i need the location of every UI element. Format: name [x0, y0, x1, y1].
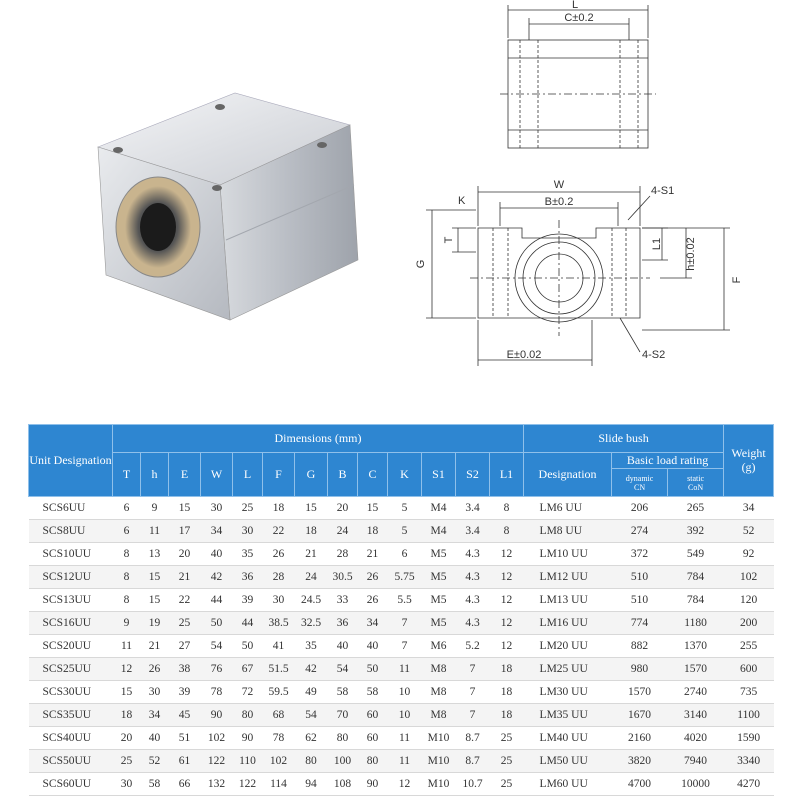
table-cell: 1370	[668, 635, 724, 658]
table-cell: 5	[388, 520, 422, 543]
table-cell: 392	[668, 520, 724, 543]
header-dim-K: K	[388, 453, 422, 497]
table-cell: 1590	[724, 727, 774, 750]
bush-designation-cell: LM40 UU	[524, 727, 612, 750]
table-cell: 882	[612, 635, 668, 658]
table-cell: 51	[169, 727, 201, 750]
table-cell: 60	[358, 704, 388, 727]
table-cell: M5	[422, 589, 456, 612]
table-cell: M6	[422, 635, 456, 658]
table-cell: 8	[113, 566, 141, 589]
header-dim-L1: L1	[490, 453, 524, 497]
unit-designation-cell: SCS6UU	[29, 497, 113, 520]
table-cell: 27	[169, 635, 201, 658]
table-cell: 80	[295, 750, 328, 773]
header-static-label: static	[687, 473, 704, 483]
table-cell: 12	[490, 612, 524, 635]
table-cell: 5.5	[388, 589, 422, 612]
table-cell: 92	[724, 543, 774, 566]
table-cell: 20	[169, 543, 201, 566]
table-cell: 66	[169, 773, 201, 796]
table-cell: 25	[113, 750, 141, 773]
table-cell: 7	[388, 635, 422, 658]
table-row	[29, 681, 774, 704]
table-cell: 39	[169, 681, 201, 704]
table-cell: 22	[169, 589, 201, 612]
table-cell: 50	[358, 658, 388, 681]
unit-designation-cell: SCS8UU	[29, 520, 113, 543]
table-cell: 90	[233, 727, 263, 750]
header-dim-T: T	[113, 453, 141, 497]
table-cell: 68	[263, 704, 295, 727]
table-cell: 58	[328, 681, 358, 704]
header-dim-G: G	[295, 453, 328, 497]
table-cell: 62	[295, 727, 328, 750]
table-cell: 102	[724, 566, 774, 589]
table-row	[29, 635, 774, 658]
table-cell: 255	[724, 635, 774, 658]
table-cell: 12	[490, 589, 524, 612]
unit-designation-cell: SCS10UU	[29, 543, 113, 566]
table-cell: 54	[295, 704, 328, 727]
header-dim-h: h	[141, 453, 169, 497]
header-static	[668, 469, 724, 497]
table-cell: 38.5	[263, 612, 295, 635]
table-cell: 11	[388, 658, 422, 681]
table-cell: M4	[422, 520, 456, 543]
label-L: L	[571, 0, 579, 11]
table-row	[29, 520, 774, 543]
label-B: B±0.2	[544, 196, 574, 208]
table-row	[29, 704, 774, 727]
table-cell: 20	[113, 727, 141, 750]
table-cell: 40	[358, 635, 388, 658]
table-cell: 51.5	[263, 658, 295, 681]
table-cell: M10	[422, 750, 456, 773]
table-cell: 274	[612, 520, 668, 543]
table-cell: 35	[295, 635, 328, 658]
table-cell: M5	[422, 566, 456, 589]
table-cell: 21	[141, 635, 169, 658]
table-cell: 5.2	[456, 635, 490, 658]
table-cell: 13	[141, 543, 169, 566]
table-cell: 10	[388, 681, 422, 704]
table-cell: 33	[328, 589, 358, 612]
table-row	[29, 566, 774, 589]
table-cell: 1180	[668, 612, 724, 635]
table-cell: 21	[358, 543, 388, 566]
table-cell: 26	[141, 658, 169, 681]
table-cell: 40	[201, 543, 233, 566]
table-cell: 4.3	[456, 543, 490, 566]
table-cell: 36	[328, 612, 358, 635]
table-cell: 110	[233, 750, 263, 773]
table-cell: 108	[328, 773, 358, 796]
table-cell: 72	[233, 681, 263, 704]
table-cell: M4	[422, 497, 456, 520]
table-cell: 510	[612, 566, 668, 589]
table-cell: 50	[233, 635, 263, 658]
table-cell: 25	[490, 727, 524, 750]
table-cell: M8	[422, 704, 456, 727]
table-cell: 600	[724, 658, 774, 681]
label-4S1: 4-S1	[651, 185, 675, 197]
table-row	[29, 750, 774, 773]
table-cell: 67	[233, 658, 263, 681]
table-cell: 8	[113, 543, 141, 566]
table-cell: 18	[490, 704, 524, 727]
header-basic-load-rating: Basic load rating	[612, 453, 724, 469]
table-cell: 90	[358, 773, 388, 796]
table-cell: 34	[358, 612, 388, 635]
header-dim-S2: S2	[456, 453, 490, 497]
table-cell: 6	[388, 543, 422, 566]
table-cell: 30	[113, 773, 141, 796]
table-cell: 78	[201, 681, 233, 704]
table-cell: 12	[113, 658, 141, 681]
table-row	[29, 658, 774, 681]
table-cell: 7	[456, 681, 490, 704]
table-cell: 39	[233, 589, 263, 612]
table-row	[29, 773, 774, 796]
table-cell: 4020	[668, 727, 724, 750]
table-row	[29, 589, 774, 612]
label-G: G	[415, 259, 427, 269]
table-cell: 8.7	[456, 750, 490, 773]
bush-designation-cell: LM8 UU	[524, 520, 612, 543]
table-cell: 7940	[668, 750, 724, 773]
label-E: E±0.02	[506, 349, 542, 361]
table-cell: 9	[141, 497, 169, 520]
table-cell: 59.5	[263, 681, 295, 704]
table-cell: 102	[201, 727, 233, 750]
table-cell: 9	[113, 612, 141, 635]
header-unit-designation: Unit Designation	[29, 425, 113, 497]
table-cell: 22	[263, 520, 295, 543]
label-C: C±0.2	[564, 12, 594, 24]
table-cell: 30	[233, 520, 263, 543]
table-cell: 12	[490, 566, 524, 589]
header-slide-bush: Slide bush	[524, 425, 724, 453]
header-dim-F: F	[263, 453, 295, 497]
table-cell: 26	[358, 589, 388, 612]
label-4S2: 4-S2	[642, 349, 666, 361]
table-cell: 30	[201, 497, 233, 520]
table-cell: 265	[668, 497, 724, 520]
unit-designation-cell: SCS60UU	[29, 773, 113, 796]
table-cell: 980	[612, 658, 668, 681]
unit-designation-cell: SCS50UU	[29, 750, 113, 773]
table-cell: 4.3	[456, 566, 490, 589]
table-cell: 52	[724, 520, 774, 543]
spec-table	[28, 424, 774, 796]
table-cell: 1670	[612, 704, 668, 727]
unit-designation-cell: SCS30UU	[29, 681, 113, 704]
table-cell: 54	[328, 658, 358, 681]
table-cell: 5.75	[388, 566, 422, 589]
table-cell: 735	[724, 681, 774, 704]
table-cell: 784	[668, 566, 724, 589]
table-cell: 21	[169, 566, 201, 589]
header-dim-C: C	[358, 453, 388, 497]
header-dynamic	[612, 469, 668, 497]
table-cell: 3340	[724, 750, 774, 773]
table-cell: 18	[490, 658, 524, 681]
header-weight: Weight (g)	[724, 425, 774, 497]
table-cell: 42	[201, 566, 233, 589]
bush-designation-cell: LM12 UU	[524, 566, 612, 589]
table-cell: 94	[295, 773, 328, 796]
table-cell: 42	[295, 658, 328, 681]
table-cell: 122	[201, 750, 233, 773]
table-cell: 18	[358, 520, 388, 543]
bush-designation-cell: LM10 UU	[524, 543, 612, 566]
table-cell: 26	[358, 566, 388, 589]
table-cell: 4.3	[456, 612, 490, 635]
table-cell: 549	[668, 543, 724, 566]
table-cell: 21	[295, 543, 328, 566]
table-cell: 11	[388, 727, 422, 750]
table-cell: 15	[113, 681, 141, 704]
table-cell: 26	[263, 543, 295, 566]
table-cell: 11	[141, 520, 169, 543]
bush-designation-cell: LM60 UU	[524, 773, 612, 796]
table-cell: 35	[233, 543, 263, 566]
unit-designation-cell: SCS16UU	[29, 612, 113, 635]
table-cell: 12	[490, 635, 524, 658]
table-cell: 7	[388, 612, 422, 635]
table-cell: 50	[201, 612, 233, 635]
unit-designation-cell: SCS12UU	[29, 566, 113, 589]
table-cell: 54	[201, 635, 233, 658]
table-cell: 20	[328, 497, 358, 520]
table-cell: 784	[668, 589, 724, 612]
table-cell: 7	[456, 704, 490, 727]
table-cell: 10	[388, 704, 422, 727]
unit-designation-cell: SCS25UU	[29, 658, 113, 681]
label-T: T	[443, 236, 455, 244]
table-cell: 28	[328, 543, 358, 566]
bush-designation-cell: LM20 UU	[524, 635, 612, 658]
table-cell: 58	[358, 681, 388, 704]
table-cell: 774	[612, 612, 668, 635]
bush-designation-cell: LM50 UU	[524, 750, 612, 773]
table-row	[29, 727, 774, 750]
bush-designation-cell: LM25 UU	[524, 658, 612, 681]
table-cell: M10	[422, 773, 456, 796]
table-row	[29, 612, 774, 635]
table-cell: 8	[490, 520, 524, 543]
table-cell: 12	[490, 543, 524, 566]
table-cell: 120	[724, 589, 774, 612]
table-cell: 80	[328, 727, 358, 750]
header-dim-S1: S1	[422, 453, 456, 497]
table-cell: 24	[328, 520, 358, 543]
table-cell: 38	[169, 658, 201, 681]
table-cell: 78	[263, 727, 295, 750]
table-cell: 372	[612, 543, 668, 566]
table-cell: 32.5	[295, 612, 328, 635]
table-cell: 6	[113, 520, 141, 543]
unit-designation-cell: SCS40UU	[29, 727, 113, 750]
table-cell: 41	[263, 635, 295, 658]
table-cell: 30	[263, 589, 295, 612]
table-cell: 15	[169, 497, 201, 520]
header-dim-W: W	[201, 453, 233, 497]
label-W: W	[553, 179, 565, 191]
bush-designation-cell: LM30 UU	[524, 681, 612, 704]
table-cell: 15	[141, 589, 169, 612]
table-cell: 36	[233, 566, 263, 589]
table-cell: 17	[169, 520, 201, 543]
table-cell: 70	[328, 704, 358, 727]
table-cell: 19	[141, 612, 169, 635]
table-cell: 510	[612, 589, 668, 612]
table-cell: 61	[169, 750, 201, 773]
table-cell: 52	[141, 750, 169, 773]
table-cell: 8.7	[456, 727, 490, 750]
table-cell: 34	[724, 497, 774, 520]
label-L1: L1	[651, 237, 663, 251]
table-cell: 4270	[724, 773, 774, 796]
header-dimensions: Dimensions (mm)	[113, 425, 524, 453]
table-cell: 114	[263, 773, 295, 796]
table-cell: M8	[422, 658, 456, 681]
table-cell: 122	[233, 773, 263, 796]
table-cell: 8	[490, 497, 524, 520]
header-dynamic-unit: CN	[633, 482, 646, 492]
table-cell: M10	[422, 727, 456, 750]
table-cell: 45	[169, 704, 201, 727]
header-dynamic-label: dynamic	[625, 473, 654, 483]
table-cell: 30.5	[328, 566, 358, 589]
table-cell: 102	[263, 750, 295, 773]
table-cell: 3140	[668, 704, 724, 727]
header-designation: Designation	[524, 453, 612, 497]
table-cell: M5	[422, 612, 456, 635]
table-cell: 34	[201, 520, 233, 543]
table-cell: 25	[490, 750, 524, 773]
table-cell: 80	[233, 704, 263, 727]
table-cell: 11	[113, 635, 141, 658]
table-cell: 206	[612, 497, 668, 520]
label-K: K	[458, 195, 466, 207]
table-cell: 4700	[612, 773, 668, 796]
table-cell: 1100	[724, 704, 774, 727]
table-cell: M5	[422, 543, 456, 566]
table-row	[29, 543, 774, 566]
table-cell: 90	[201, 704, 233, 727]
table-cell: 3.4	[456, 520, 490, 543]
header-dim-L: L	[233, 453, 263, 497]
table-cell: 1570	[612, 681, 668, 704]
bush-designation-cell: LM13 UU	[524, 589, 612, 612]
bush-designation-cell: LM16 UU	[524, 612, 612, 635]
table-cell: 28	[263, 566, 295, 589]
table-cell: 5	[388, 497, 422, 520]
table-cell: 15	[358, 497, 388, 520]
table-cell: 1570	[668, 658, 724, 681]
table-cell: 10000	[668, 773, 724, 796]
table-cell: 18	[295, 520, 328, 543]
table-cell: 25	[490, 773, 524, 796]
table-cell: 7	[456, 658, 490, 681]
table-cell: 25	[169, 612, 201, 635]
table-cell: 80	[358, 750, 388, 773]
unit-designation-cell: SCS13UU	[29, 589, 113, 612]
table-cell: 24.5	[295, 589, 328, 612]
table-cell: 30	[141, 681, 169, 704]
table-cell: 15	[141, 566, 169, 589]
table-cell: 132	[201, 773, 233, 796]
bush-designation-cell: LM6 UU	[524, 497, 612, 520]
table-cell: 76	[201, 658, 233, 681]
table-cell: 12	[388, 773, 422, 796]
table-cell: 2740	[668, 681, 724, 704]
table-cell: 18	[490, 681, 524, 704]
bush-designation-cell: LM35 UU	[524, 704, 612, 727]
table-row	[29, 497, 774, 520]
table-cell: 6	[113, 497, 141, 520]
table-cell: 8	[113, 589, 141, 612]
table-cell: M8	[422, 681, 456, 704]
table-cell: 18	[263, 497, 295, 520]
label-h: h±0.02	[685, 237, 697, 271]
table-cell: 44	[233, 612, 263, 635]
table-cell: 15	[295, 497, 328, 520]
table-cell: 40	[328, 635, 358, 658]
table-cell: 11	[388, 750, 422, 773]
header-dim-E: E	[169, 453, 201, 497]
table-cell: 100	[328, 750, 358, 773]
unit-designation-cell: SCS20UU	[29, 635, 113, 658]
table-cell: 24	[295, 566, 328, 589]
table-cell: 44	[201, 589, 233, 612]
table-cell: 10.7	[456, 773, 490, 796]
spec-table-body	[29, 497, 774, 796]
table-cell: 3.4	[456, 497, 490, 520]
table-cell: 58	[141, 773, 169, 796]
table-cell: 4.3	[456, 589, 490, 612]
table-cell: 40	[141, 727, 169, 750]
table-cell: 25	[233, 497, 263, 520]
table-cell: 3820	[612, 750, 668, 773]
header-static-unit: CoN	[687, 482, 704, 492]
unit-designation-cell: SCS35UU	[29, 704, 113, 727]
header-dim-B: B	[328, 453, 358, 497]
table-cell: 200	[724, 612, 774, 635]
table-cell: 34	[141, 704, 169, 727]
label-F: F	[731, 276, 743, 284]
table-cell: 2160	[612, 727, 668, 750]
table-cell: 60	[358, 727, 388, 750]
table-cell: 49	[295, 681, 328, 704]
table-cell: 18	[113, 704, 141, 727]
